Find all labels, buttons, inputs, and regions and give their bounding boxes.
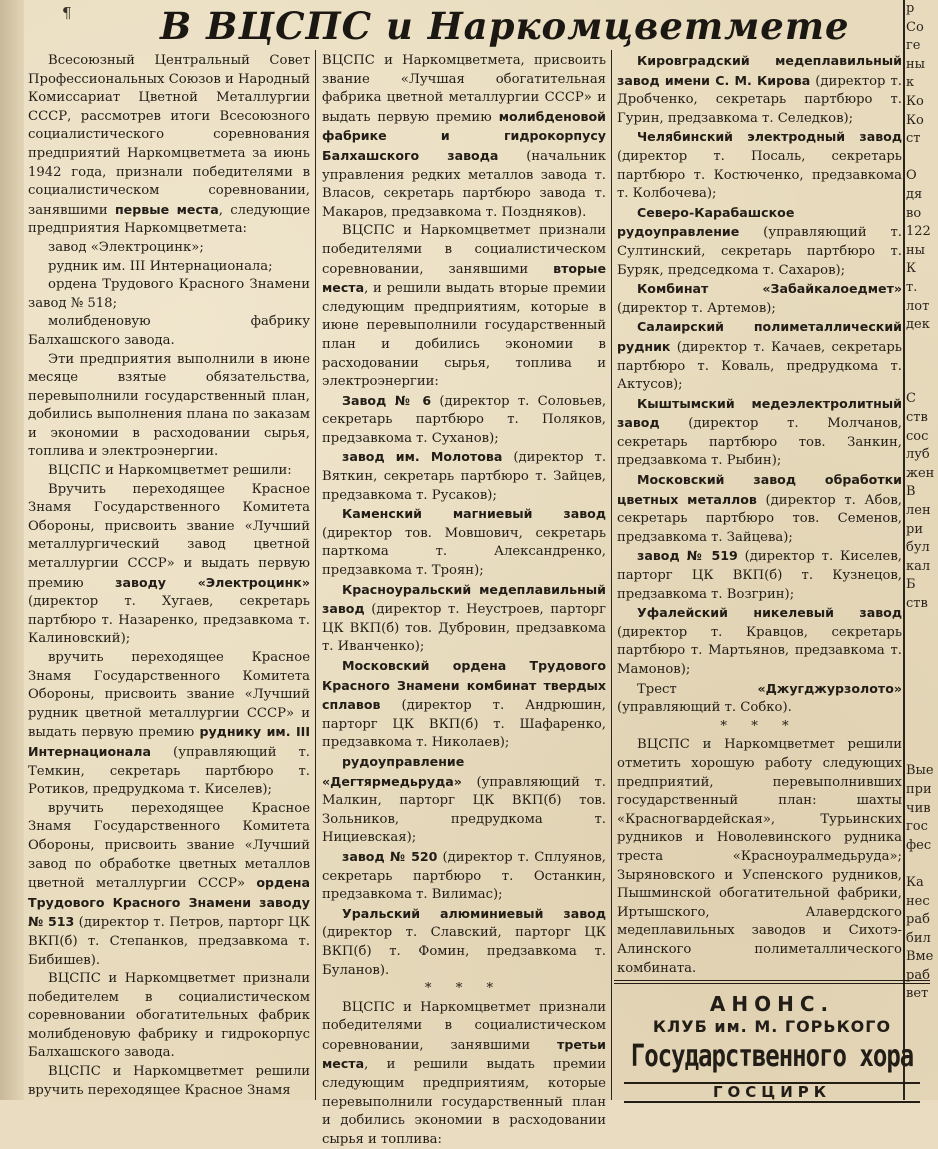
clipped-line: ны (906, 242, 926, 258)
clipped-line: нес (906, 893, 930, 909)
clipped-line: т. (906, 279, 918, 295)
clipped-line (906, 632, 938, 651)
clipped-line: жен (906, 465, 935, 481)
article-headline: В ВЦСПС и Наркомцветмете (160, 4, 850, 48)
clipped-line (906, 372, 938, 391)
clipped-line: ств (906, 410, 928, 426)
clipped-line: фес (906, 837, 932, 853)
clipped-line: Со (906, 19, 924, 35)
corner-mark: ¶ (62, 4, 72, 22)
clipped-line (906, 651, 938, 670)
paragraph: Завод № 6 (директор т. Соловьев, секретарь партбюро т. Поляков, предзавкома т. Суханов); (322, 392, 607, 446)
clipped-line: р (906, 1, 915, 16)
paragraph: Уфалейский никелевый завод (директор т. Кравцов, секретарь партбюро т. Мартьянов, предзавкома т. Мамонов); (617, 605, 902, 677)
paragraph: молибденовую фабрику Балхашского завода. (28, 314, 310, 348)
announcement-club: КЛУБ им. М. ГОРЬКОГО (652, 1017, 892, 1036)
clipped-line: к (906, 75, 915, 91)
clipped-line: О (906, 168, 917, 184)
paragraph: вручить переходящее Красное Знамя Государственного Комитета Обороны, присвоить звание «Лучший завод по обработке цветных металлов цветной металлургии СССР» ордена Трудового Красного Знамени заводу № 513 (директор т. Петров, парторг ЦК ВКП(б) т. Степанков, предзавкома т. Бибишев). (28, 800, 310, 968)
paragraph: ВЦСПС и Наркомцветмет решили отметить хорошую работу следующих предприятий, перевыполнивших государственный план: шахты «Красногвардейская», Турьинских рудников и Новолевинского рудника треста «Красноуралмедьруда»; Зыряновского и Успенского рудников, Пышминской обогатительной фабрики, Иртышского, Алавердского медеплавильных заводов и Сихотэ-Алинского полиметаллического комбината. (617, 737, 902, 976)
clipped-line (906, 688, 938, 707)
paragraph: Комбинат «Забайкалоедмет» (директор т. Артемов); (617, 281, 902, 316)
paragraph: Вручить переходящее Красное Знамя Государственного Комитета Обороны, присвоить звание «Лучший металлургический завод цветной металлургии СССР» и выдать первую премию заводу «Электроцинк» (директор т. Хугаев, секретарь партбюро т. Назаренко, предзавкома т. Калиновский); (28, 481, 310, 647)
adjacent-column-clipped (906, 0, 938, 1100)
clipped-line (906, 855, 938, 874)
announcement-box (614, 980, 930, 1104)
clipped-line: раб (906, 912, 930, 928)
clipped-line: раб (906, 967, 930, 983)
column-rule-3 (903, 0, 905, 1100)
announcement-title: АНОНС. (709, 992, 835, 1016)
paragraph: Всесоюзный Центральный Совет Профессиональных Союзов и Народный Комиссариат Цветной Металлургии СССР, рассмотрев итоги Всесоюзного социалистического соревнования предприятий Наркомцветмета за июнь 1942 года, признали победителями в социалистическом соревновании, занявшими первые места, следующие предприятия Наркомцветмета: (28, 53, 310, 237)
clipped-line: ри (906, 521, 923, 537)
paragraph: завод «Электроцинк»; (48, 239, 204, 255)
announcement-bottom: ГОСЦИРК (624, 1082, 920, 1103)
column-rule-1 (315, 50, 316, 1100)
article-column-1 (28, 52, 311, 1098)
clipped-line: лен (906, 503, 931, 519)
clipped-line (906, 744, 938, 763)
clipped-line: во (906, 205, 922, 221)
paragraph: завод № 519 (директор т. Киселев, парторг ЦК ВКП(б) т. Кузнецов, предзавкома т. Возгрин); (617, 548, 902, 602)
clipped-line (906, 725, 938, 744)
clipped-line (906, 335, 938, 354)
clipped-line: ны (906, 56, 926, 72)
column-rule-2 (611, 50, 612, 1100)
paragraph: ВЦСПС и Наркомцветмет признали победителем в социалистическом соревновании обогатительных фабрик молибденовую фабрику и гидрокорпус Балхашского завода. (28, 971, 310, 1061)
clipped-line: ст (906, 131, 921, 147)
clipped-line (906, 707, 938, 726)
clipped-line (906, 353, 938, 372)
paragraph: рудник им. III Интернационала; (48, 258, 273, 274)
section-divider: * * * (720, 718, 799, 734)
clipped-line: В (906, 484, 916, 500)
clipped-line: дек (906, 317, 930, 333)
clipped-line: Ко (906, 112, 924, 128)
paragraph: вручить переходящее Красное Знамя Государственного Комитета Обороны, присвоить звание «Лучший рудник цветной металлургии СССР» и выдать первую премию руднику им. III Интернационала (управляющий т. Темкин, секретарь партбюро т. Ротиков, предрудкома т. Киселев); (28, 650, 311, 798)
clipped-line: лот (906, 298, 930, 314)
paragraph: рудоуправление «Дегтярмедьруда» (управляющий т. Малкин, парторг ЦК ВКП(б) тов. Зольников, предрудкома т. Нициевская); (322, 753, 606, 846)
paragraph: Эти предприятия выполнили в июне месяце взятые обязательства, перевыполнили государственный план, добились выполнения плана по заказам и экономии в расходовании сырья, топлива и электроэнергии. (28, 351, 310, 460)
article-column-3 (617, 52, 902, 976)
clipped-line: Вые (906, 763, 934, 779)
page-fold-edge (0, 0, 24, 1100)
clipped-line (906, 614, 938, 633)
clipped-line: дя (906, 186, 923, 202)
paragraph: Северо-Карабашское рудоуправление (управляющий т. Султинский, секретарь партбюро т. Буряк, председкома т. Сахаров); (617, 204, 902, 278)
paragraph: Кыштымский медеэлектролитный завод (директор т. Молчанов, секретарь партбюро тов. Занкин, предзавкома т. Рыбин); (617, 395, 902, 469)
clipped-line: луб (906, 447, 930, 463)
paragraph: Челябинский электродный завод (директор т. Посаль, секретарь партбюро т. Костюченко, предзавкома т. Колбочева); (617, 129, 902, 202)
paragraph: ордена Трудового Красного Знамени завод № 518; (28, 277, 310, 311)
paragraph: завод им. Молотова (директор т. Вяткин, секретарь партбюро т. Зайцев, предзавкома т. Русаков); (322, 449, 607, 503)
clipped-line: 122 (906, 224, 931, 240)
paragraph: Московский завод обработки цветных металлов (директор т. Абов, секретарь партбюро тов. Семенов, предзавкома т. Зайцева); (617, 472, 902, 545)
announcement-event: Государственного хора (630, 1038, 914, 1074)
paragraph: ВЦСПС и Наркомцветмет признали победителями в социалистическом соревновании, занявшими вторые места, и решили выдать вторые премии следующим предприятиям, которые в июне перевыполнили государственный план и добились экономии в расходовании сырья, топлива и электроэнергии: (322, 223, 606, 390)
clipped-line: кал (906, 558, 931, 574)
clipped-line: Ко (906, 93, 924, 109)
clipped-line: С (906, 391, 916, 407)
clipped-line: гос (906, 819, 928, 835)
clipped-line: чив (906, 800, 931, 816)
clipped-line: ге (906, 38, 921, 54)
clipped-line: сос (906, 428, 929, 444)
clipped-line: бул (906, 540, 930, 556)
clipped-line (906, 149, 938, 168)
clipped-line: К (906, 261, 917, 277)
clipped-line (906, 669, 938, 688)
clipped-line: Б (906, 577, 916, 593)
clipped-line: Ка (906, 874, 924, 890)
paragraph: завод № 520 (директор т. Сплуянов, секретарь партбюро т. Останкин, предзавкома т. Вилимас); (322, 848, 606, 903)
paragraph: Трест «Джугджурзолото» (управляющий т. Собко). (617, 680, 902, 716)
paragraph: ВЦСПС и Наркомцветмета, присвоить звание «Лучшая обогатительная фабрика цветной металлургии СССР» и выдать первую премию молибденовой фабрике и гидрокорпусу Балхашского завода (начальник управления редких металлов завода т. Власов, секретарь партбюро завода т. Макаров, предзавкома т. Поздняков). (322, 53, 606, 220)
paragraph: Московский ордена Трудового Красного Знамени комбинат твердых сплавов (директор т. Андрюшин, парторг ЦК ВКП(б) т. Шафаренко, предзавкома т. Николаев); (322, 658, 606, 751)
clipped-line: бил (906, 930, 931, 946)
paragraph: ВЦСПС и Наркомцветмет признали победителями в социалистическом соревновании, занявшими третьи места, и решили выдать премии следующим предприятиям, которые перевыполнили государственный план и добились экономии в расходовании сырья и топлива: (322, 999, 606, 1147)
clipped-line: при (906, 781, 932, 797)
paragraph: Уральский алюминиевый завод (директор т. Славский, парторг ЦК ВКП(б) т. Фомин, предзавкома т. Буланов). (322, 905, 606, 978)
article-column-2 (322, 52, 607, 1147)
paragraph: ВЦСПС и Наркомцветмет решили вручить переходящее Красное Знамя (28, 1064, 310, 1098)
paragraph: Кировградский медеплавильный завод имени С. М. Кирова (директор т. Дробченко, секретарь партбюро т. Гурин, предзавкома т. Селедков); (617, 53, 902, 126)
paragraph: ВЦСПС и Наркомцветмет решили: (48, 463, 292, 479)
paragraph: Красноуральский медеплавильный завод (директор т. Неустроев, парторг ЦК ВКП(б) тов. Дубровин, предзавкома т. Иванченко); (322, 581, 606, 655)
paragraph: Каменский магниевый завод (директор тов. Мовшович, секретарь парткома т. Александренко, предзавкома т. Троян); (322, 506, 606, 579)
clipped-line: ств (906, 596, 928, 611)
paragraph: Салаирский полиметаллический рудник (директор т. Качаев, секретарь партбюро т. Коваль, предрудкома т. Актусов); (617, 319, 902, 393)
section-divider: * * * (424, 981, 504, 997)
clipped-line: Вме (906, 949, 934, 965)
clipped-line: вет (906, 986, 929, 1002)
